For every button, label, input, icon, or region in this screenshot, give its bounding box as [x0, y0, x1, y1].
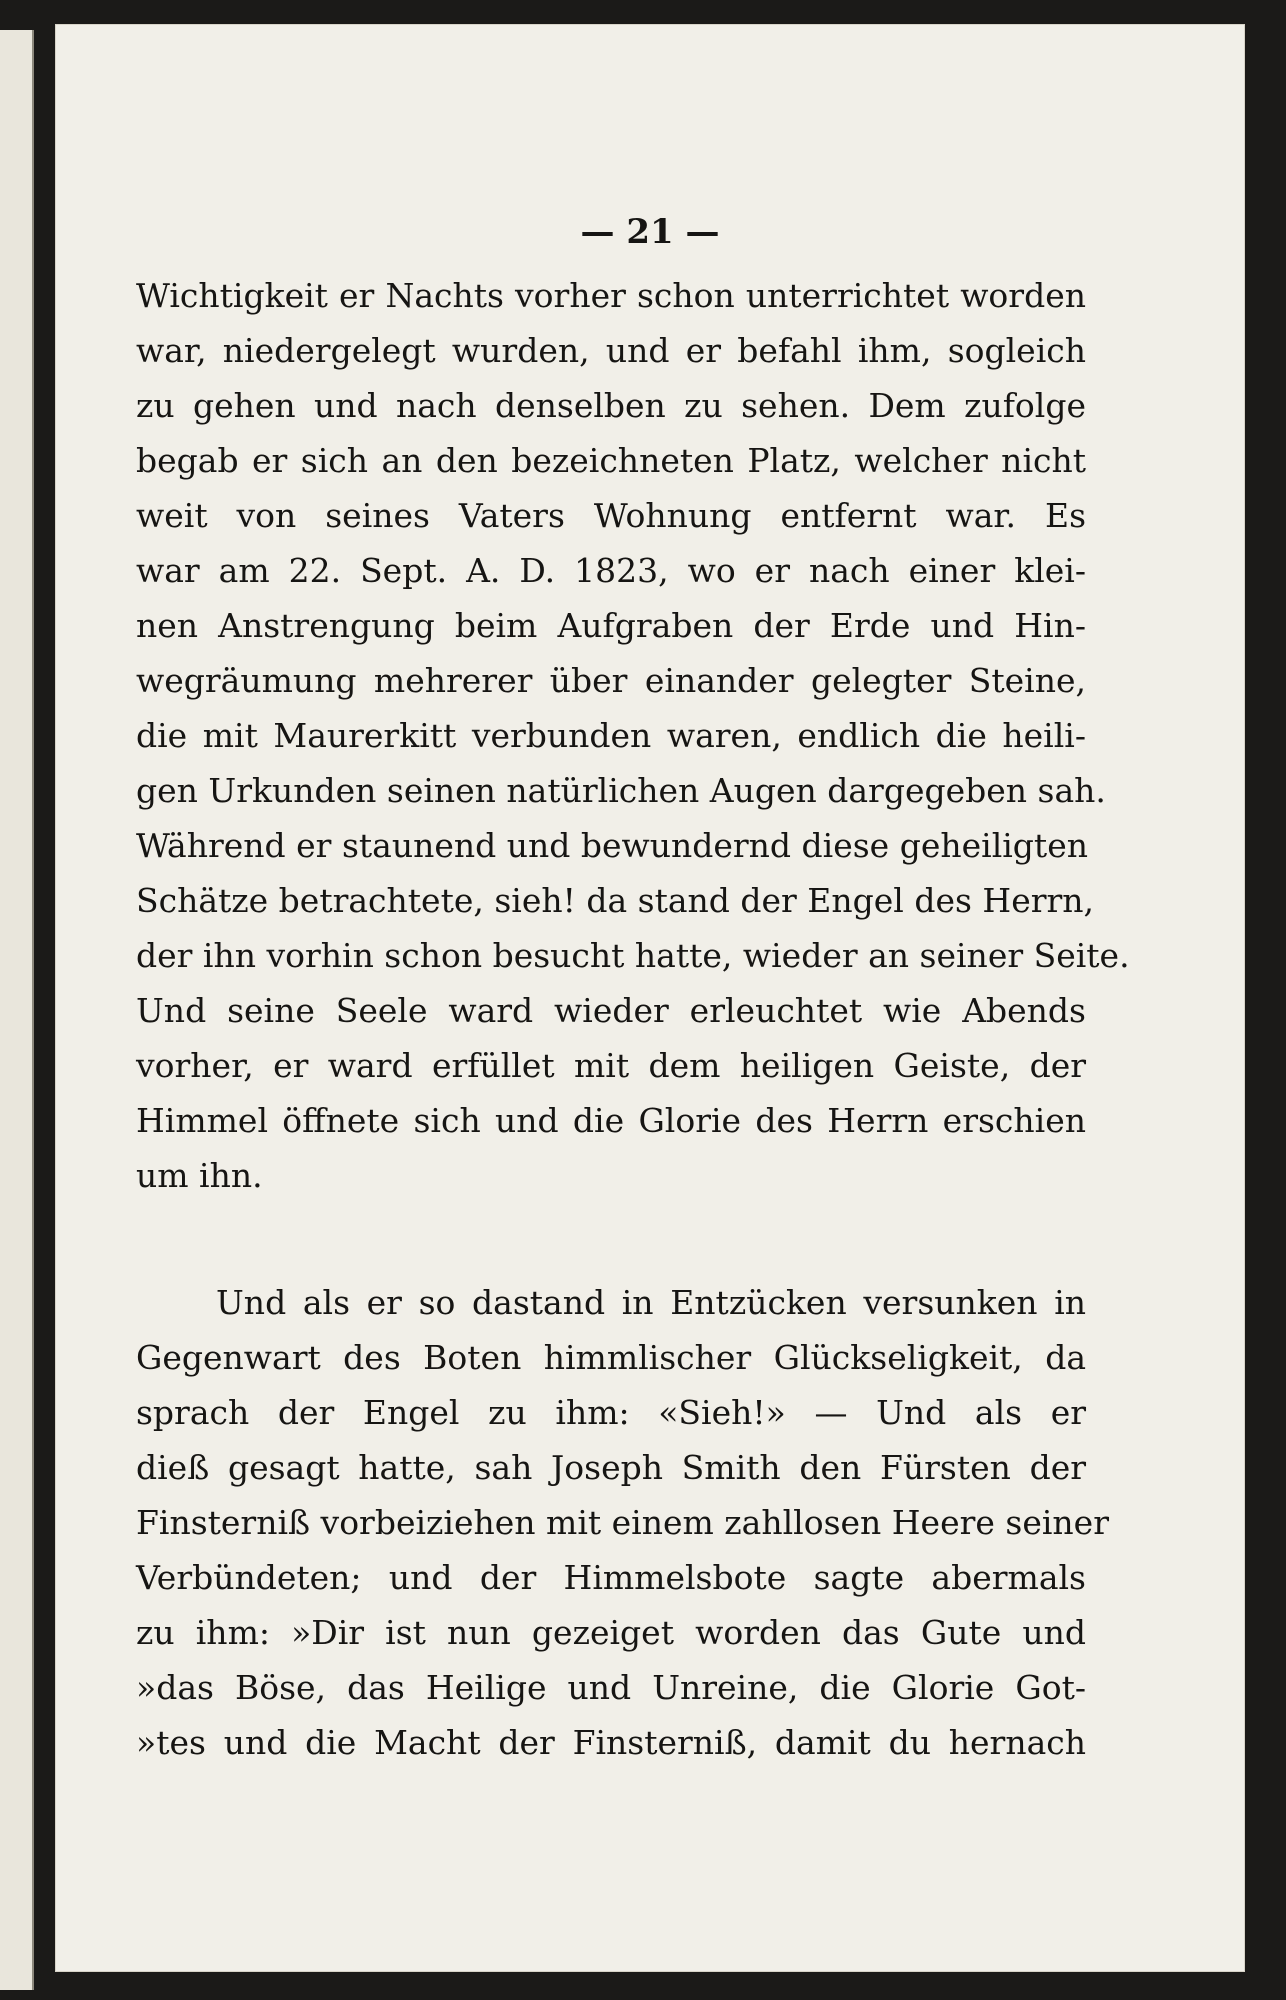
text-line: Verbündeten; und der Himmelsbote sagte abermals [136, 1558, 1086, 1597]
text-line: Während er staunend und bewundernd diese geheiligten [136, 826, 1088, 865]
text-line: der ihn vorhin schon besucht hatte, wieder an seiner Seite. [136, 936, 1130, 975]
text-line: die mit Maurerkitt verbunden waren, endlich die heili- [136, 716, 1086, 755]
paragraph-gap [136, 1203, 1086, 1275]
text-line: dieß gesagt hatte, sah Joseph Smith den Fürsten der [136, 1448, 1086, 1487]
text-line: Wichtigkeit er Nachts vorher schon unterrichtet worden [136, 276, 1086, 315]
text-line: um ihn. [136, 1156, 263, 1195]
text-line: Und seine Seele ward wieder erleuchtet wie Abends [136, 991, 1086, 1030]
text-line: gen Urkunden seinen natürlichen Augen dargegeben sah. [136, 771, 1106, 810]
text-line: nen Anstrengung beim Aufgraben der Erde und Hin- [136, 606, 1086, 645]
text-line: war am 22. Sept. A. D. 1823, wo er nach einer klei- [136, 551, 1086, 590]
text-line: »das Böse, das Heilige und Unreine, die Glorie Got- [136, 1668, 1086, 1707]
text-line: war, niedergelegt wurden, und er befahl ihm, sogleich [136, 331, 1086, 370]
text-line: sprach der Engel zu ihm: «Sieh!» — Und als er [136, 1393, 1086, 1432]
text-line: »tes und die Macht der Finsterniß, damit du hernach [136, 1723, 1086, 1762]
text-line: Himmel öffnete sich und die Glorie des Herrn erschien [136, 1101, 1086, 1140]
text-line: Schätze betrachtete, sieh! da stand der Engel des Herrn, [136, 881, 1095, 920]
page-number: — 21 — [580, 212, 720, 252]
text-line: zu ihm: »Dir ist nun gezeiget worden das Gute und [136, 1613, 1086, 1652]
text-line: begab er sich an den bezeichneten Platz, welcher nicht [136, 441, 1086, 480]
text-line: Finsterniß vorbeiziehen mit einem zahllosen Heere seiner [136, 1503, 1109, 1542]
page-body [136, 268, 1130, 1770]
text-line: weit von seines Vaters Wohnung entfernt war. Es [136, 496, 1086, 535]
previous-page-edge [0, 30, 34, 1990]
paragraph-1 [136, 268, 1130, 1203]
text-line: Gegenwart des Boten himmlischer Glückseligkeit, da [136, 1338, 1086, 1377]
text-line: Und als er so dastand in Entzücken versunken in [216, 1283, 1086, 1322]
text-line: zu gehen und nach denselben zu sehen. Dem zufolge [136, 386, 1086, 425]
text-line: wegräumung mehrerer über einander gelegter Steine, [136, 661, 1086, 700]
text-line: vorher, er ward erfüllet mit dem heiligen Geiste, der [136, 1046, 1086, 1085]
paragraph-2 [136, 1275, 1109, 1770]
